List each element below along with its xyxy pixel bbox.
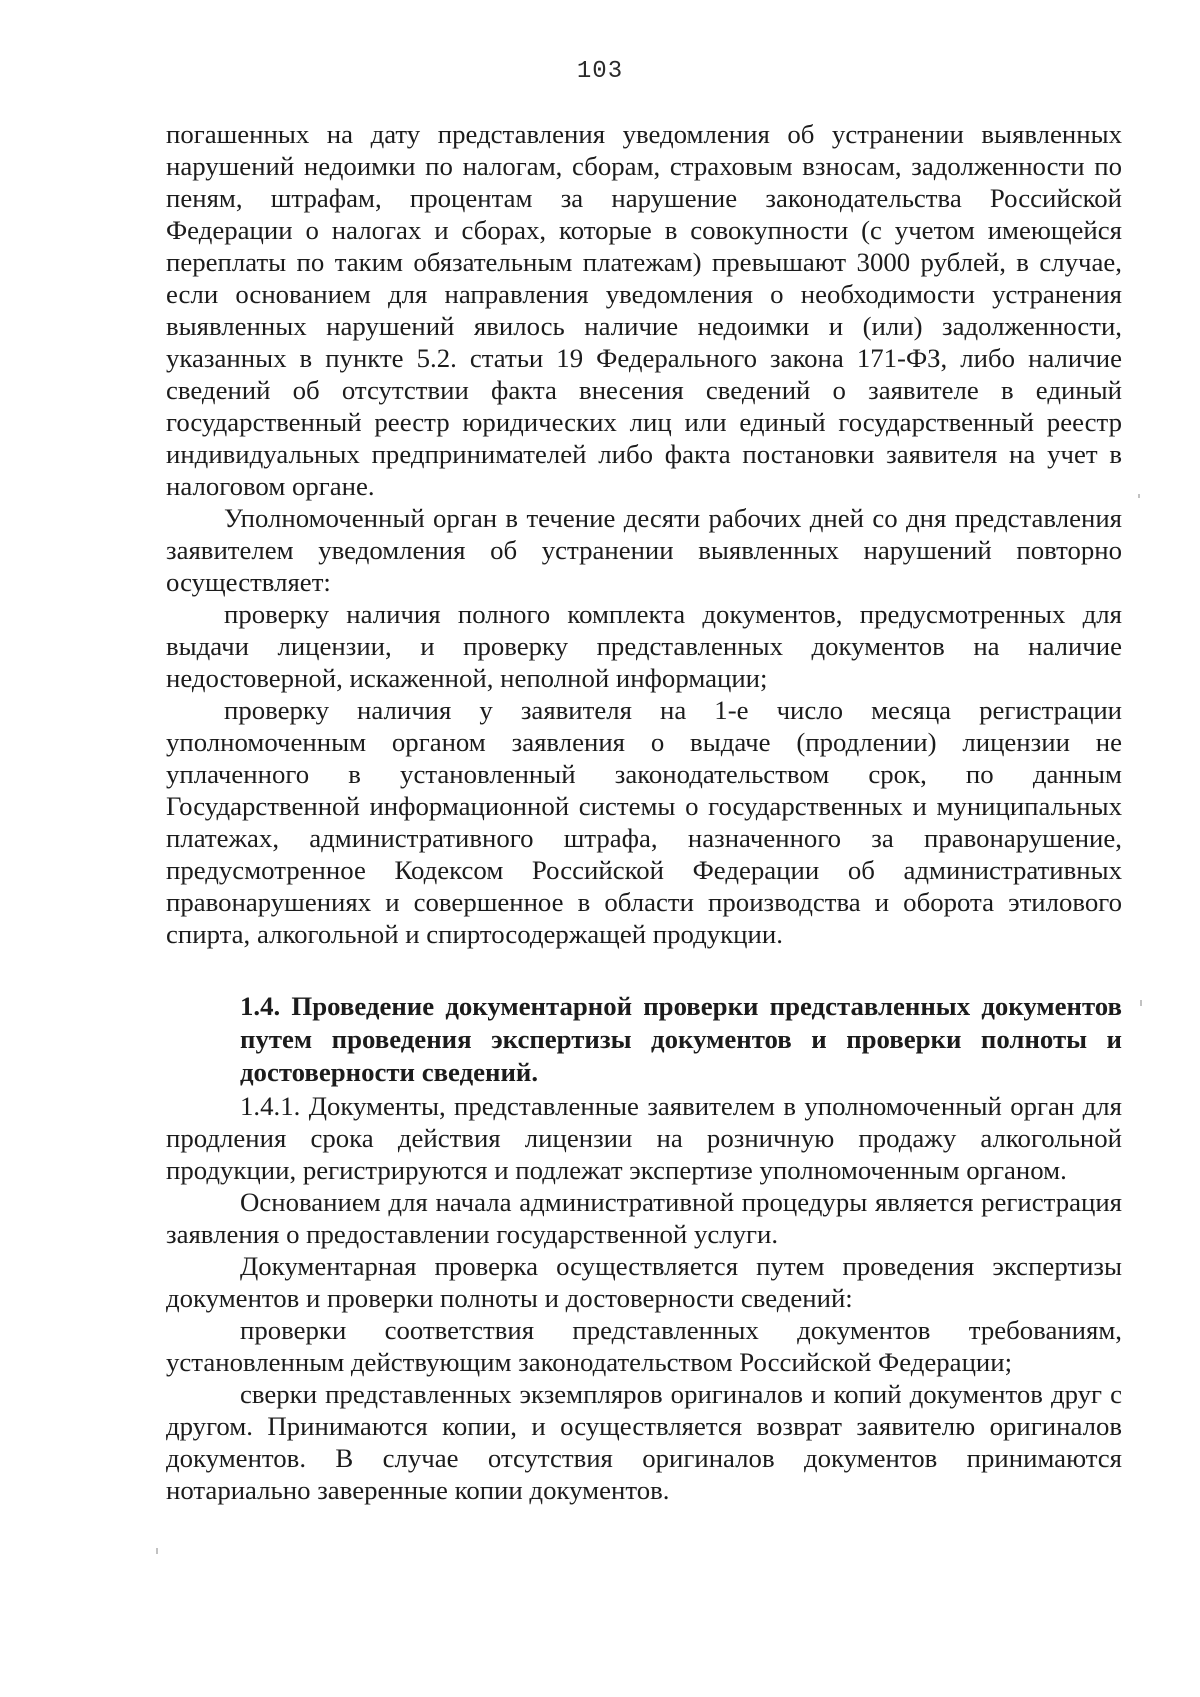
paragraph-authority-review: Уполномоченный орган в течение десяти рабочих дней со дня представления заявителем уведомления об устранении выявленных нарушений повторно осуществляет: [166,503,1122,597]
document-body [166,118,1122,1506]
paragraph-basis: Основанием для начала административной процедуры является регистрация заявления о предоставлении государственной услуги. [166,1187,1122,1249]
paragraph-compliance-check: проверки соответствия представленных документов требованиям, установленным действующим законодательством Российской Федерации; [166,1315,1122,1377]
scan-speck [1138,494,1140,498]
paragraph-documentary-check: Документарная проверка осуществляется путем проведения экспертизы документов и проверки полноты и достоверности сведений: [166,1251,1122,1313]
paragraph-document-check: проверку наличия полного комплекта документов, предусмотренных для выдачи лицензии, и проверку представленных документов на наличие недостоверной, искаженной, неполной информации; [166,599,1122,693]
section-heading-1-4: 1.4. Проведение документарной проверки представленных документов путем проведения экспертизы документов и проверки полноты и достоверности сведений. [240,991,1122,1087]
page-number: 103 [576,58,624,85]
scan-speck [156,1548,158,1554]
paragraph-fine-check: проверку наличия у заявителя на 1-е число месяца регистрации уполномоченным органом заявления о выдаче (продлении) лицензии не уплаченного в установленный законодательством срок, по данным Государственной информационной системы о государственных и муниципальных платежах, административного штрафа, назначенного за правонарушение, предусмотренное Кодексом Российской Федерации об административных правонарушениях и совершенное в области производства и оборота этилового спирта, алкогольной и спиртосодержащей продукции. [166,695,1122,949]
section-1-4-body [166,1090,1122,1506]
paragraph-continuation: погашенных на дату представления уведомления об устранении выявленных нарушений недоимки по налогам, сборам, страховым взносам, задолженности по пеням, штрафам, процентам за нарушение законодательства Российской Федерации о налогах и сборах, которые в совокупности (с учетом имеющейся переплаты по таким обязательным платежам) превышают 3000 рублей, в случае, если основанием для направления уведомления о необходимости устранения выявленных нарушений явилось наличие недоимки и (или) задолженности, указанных в пункте 5.2. статьи 19 Федерального закона 171-ФЗ, либо наличие сведений об отсутствии факта внесения сведений о заявителе в единый государственный реестр юридических лиц или единый государственный реестр индивидуальных предпринимателей либо факта постановки заявителя на учет в налоговом органе. [166,119,1122,501]
paragraph-originals-check: сверки представленных экземпляров оригиналов и копий документов друг с другом. Принимаются копии, и осуществляется возврат заявителю оригиналов документов. В случае отсутствия оригиналов документов принимаются нотариально заверенные копии документов. [166,1379,1122,1505]
paragraph-1-4-1: 1.4.1. Документы, представленные заявителем в уполномоченный орган для продления срока действия лицензии на розничную продажу алкогольной продукции, регистрируются и подлежат экспертизе уполномоченным органом. [166,1091,1122,1185]
scan-speck [1140,1000,1142,1006]
